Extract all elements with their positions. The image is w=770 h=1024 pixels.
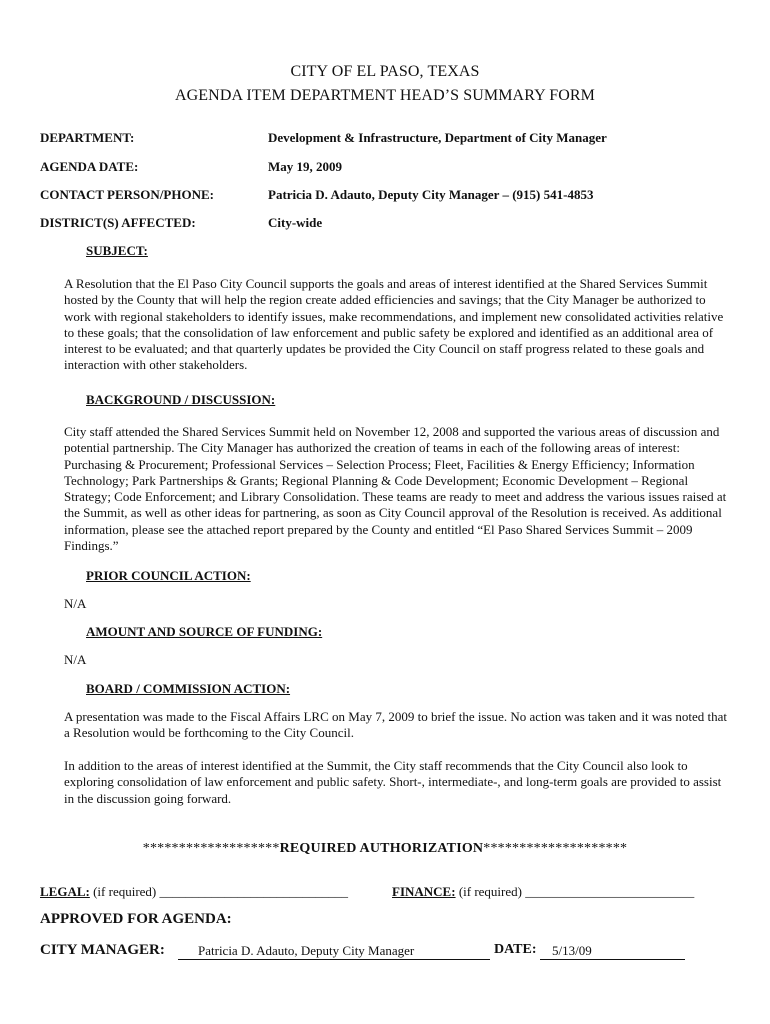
subject-text: A Resolution that the El Paso City Council supports the goals and areas of interest identified at the Shared Services Summit hosted by the County that will help the region create added efficiencies and savings; that the City Manager be authorized to work with regional stakeholders to identify issues, make recommendations, and implement new consolidated activities relative to these goals; that the consolidation of law enforcement and public safety be explored and identified as an additional area of interest to be evaluated; and that quarterly updates be provided the City Council on staff progress related to these goals and interaction with other stakeholders. (64, 276, 724, 373)
date-signature-line[interactable] (540, 942, 685, 960)
finance-signoff (392, 884, 694, 900)
date-label: DATE: (494, 942, 537, 957)
required-authorization-banner (0, 841, 770, 857)
board-heading: BOARD / COMMISSION ACTION: (86, 681, 291, 696)
department-value: Development & Infrastructure, Department of City Manager (268, 130, 607, 145)
districts-label: DISTRICT(S) AFFECTED: (40, 215, 196, 230)
contact-label: CONTACT PERSON/PHONE: (40, 187, 214, 202)
department-label: DEPARTMENT: (40, 130, 135, 145)
date-value: 5/13/09 (552, 943, 592, 958)
approved-for-agenda-label: APPROVED FOR AGENDA: (40, 911, 232, 927)
funding-heading: AMOUNT AND SOURCE OF FUNDING: (86, 624, 323, 639)
required-authorization-title: REQUIRED AUTHORIZATION (279, 841, 484, 856)
finance-note: (if required) (458, 884, 522, 899)
city-manager-label: CITY MANAGER: (40, 942, 165, 958)
city-title: CITY OF EL PASO, TEXAS (290, 63, 480, 80)
city-manager-value: Patricia D. Adauto, Deputy City Manager (198, 943, 415, 958)
stars-right: ******************** (483, 841, 628, 856)
contact-value: Patricia D. Adauto, Deputy City Manager – (915) 541-4853 (268, 187, 594, 202)
background-heading: BACKGROUND / DISCUSSION: (86, 392, 276, 407)
stars-left: ******************* (142, 841, 280, 856)
city-manager-signature-line[interactable] (178, 942, 490, 960)
legal-signature-blank[interactable]: _____________________________ (159, 884, 349, 899)
prior-council-heading: PRIOR COUNCIL ACTION: (86, 568, 251, 583)
prior-council-text: N/A (64, 596, 87, 611)
agenda-date-value: May 19, 2009 (268, 159, 343, 174)
subject-heading: SUBJECT: (86, 243, 148, 258)
legal-label: LEGAL: (40, 884, 90, 899)
finance-label: FINANCE: (392, 884, 456, 899)
districts-value: City-wide (268, 215, 323, 230)
legal-note: (if required) (93, 884, 157, 899)
board-text-1: A presentation was made to the Fiscal Affairs LRC on May 7, 2009 to brief the issue. No action was taken and it was noted that a Resolution would be forthcoming to the City Council. (64, 709, 727, 741)
form-title: AGENDA ITEM DEPARTMENT HEAD’S SUMMARY FORM (174, 87, 596, 104)
background-text: City staff attended the Shared Services Summit held on November 12, 2008 and supported the various areas of discussion and potential partnership. The City Manager has authorized the creation of teams in each of the following areas of interest: Purchasing & Procurement; Professional Services – Selection Process; Fleet, Facilities & Energy Efficiency; Information Technology; Park Partnerships & Grants; Regional Planning & Code Development; Economic Development – Regional Strategy; Code Enforcement; and Library Consolidation. These teams are ready to meet and address the various issues raised at the Summit, as well as other ideas for partnering, as soon as City Council approval of the Resolution is received. As additional information, please see the attached report prepared by the County and entitled “El Paso Shared Services Summit – 2009 Findings.” (64, 424, 727, 554)
agenda-date-label: AGENDA DATE: (40, 159, 139, 174)
board-text-2: In addition to the areas of interest identified at the Summit, the City staff recommends that the City Council also look to exploring consolidation of law enforcement and public safety. Short-, intermediate-, and long-term goals are provided to assist in the discussion going forward. (64, 758, 722, 806)
legal-signoff (40, 884, 348, 900)
funding-text: N/A (64, 652, 87, 667)
finance-signature-blank[interactable]: __________________________ (525, 884, 695, 899)
